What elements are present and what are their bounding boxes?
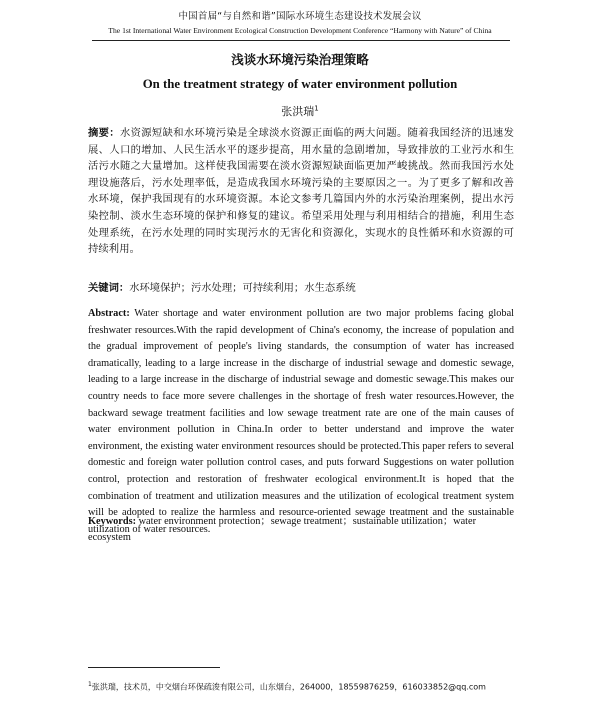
abstract-cn-label: 摘要：: [88, 127, 120, 139]
running-head-en: The 1st International Water Environment Ecological Construction Development Conference “Harmony with Nature” of China: [108, 26, 492, 35]
abstract-cn-text: 水资源短缺和水环境污染是全球淡水资源正面临的两大问题。随着我国经济的迅速发展、人口的增加、人民生活水平的逐步提高，用水量的急剧增加，导致排放的工业污水和生活污水随之大量增加。这样使我国需要在淡水资源短缺面临更加严峻挑战。然而我国污水处理设施落后，污水处理率低，是造成我国水环境污染的主要原因之一。为了更多了解和改善水环境，保护我国现有的水环境资源。本论文参考几篇国内外的水污染治理案例，提出水污染控制、淡水生态环境的保护和修复的建议。希望采用处理与利用相结合的措施，利用生态处理系统，在污水处理的同时实现污水的无害化和资源化，实现水的良性循环和水资源的可持续利用。: [88, 127, 514, 256]
footnote-divider: [88, 667, 220, 668]
keywords-en-text: water environment protection；sewage treatment；sustainable utilization；water ecosystem: [88, 516, 477, 543]
footnote-text: 张洪瑞，技术员，中交烟台环保疏浚有限公司，山东烟台，264000，18559876259，616033852@qq.com: [91, 682, 486, 692]
title-cn: 浅谈水环境污染治理策略: [231, 52, 369, 67]
author-name: 张洪瑞: [281, 105, 315, 118]
abstract-en-label: Abstract:: [88, 308, 130, 319]
keywords-cn-text: 水环境保护；污水处理；可持续利用；水生态系统: [129, 282, 356, 294]
author-footnote-marker: 1: [314, 104, 319, 113]
keywords-cn: [88, 280, 514, 296]
running-head-cn: 中国首届“与自然和谐”国际水环境生态建设技术发展会议: [178, 11, 422, 22]
abstract-en-text: Water shortage and water environment pollution are two major problems facing global freshwater resources.With the rapid development of China's economy, the increase of population and the gradual improvement of people's living standards, the consumption of water has increased dramatically, leading to a large increase in the discharge of industrial sewage and domestic sewage, leading to a large increase in the discharge of industrial sewage and domestic sewage.This makes our country needs to face more severe challenges in the shortage of fresh water resources.However, the backward sewage treatment facilities and low sewage treatment rate are one of the main causes of water environment pollution in China.In order to better understand and improve the water environment, the existing water environment resources should be protected.This paper refers to several domestic and foreign water pollution control cases, and puts forward Suggestions on water pollution control, protection and restoration of freshwater ecological environment.It is hoped that the combination of treatment and utilization measures and the utilization of ecological treatment system will be adopted to realize the harmless and resource-oriented sewage treatment and the sustainable utilization of water resources.: [88, 308, 515, 535]
abstract-en: [88, 306, 514, 538]
keywords-en: [88, 514, 514, 546]
footnote: [88, 679, 528, 694]
author-line: [0, 103, 600, 119]
footnote-marker: 1: [88, 681, 92, 688]
keywords-en-label: Keywords:: [88, 516, 137, 527]
abstract-cn: [88, 125, 514, 258]
title-en: On the treatment strategy of water environment pollution: [142, 77, 458, 91]
header-divider: [92, 40, 510, 41]
keywords-cn-label: 关键词：: [88, 282, 130, 294]
